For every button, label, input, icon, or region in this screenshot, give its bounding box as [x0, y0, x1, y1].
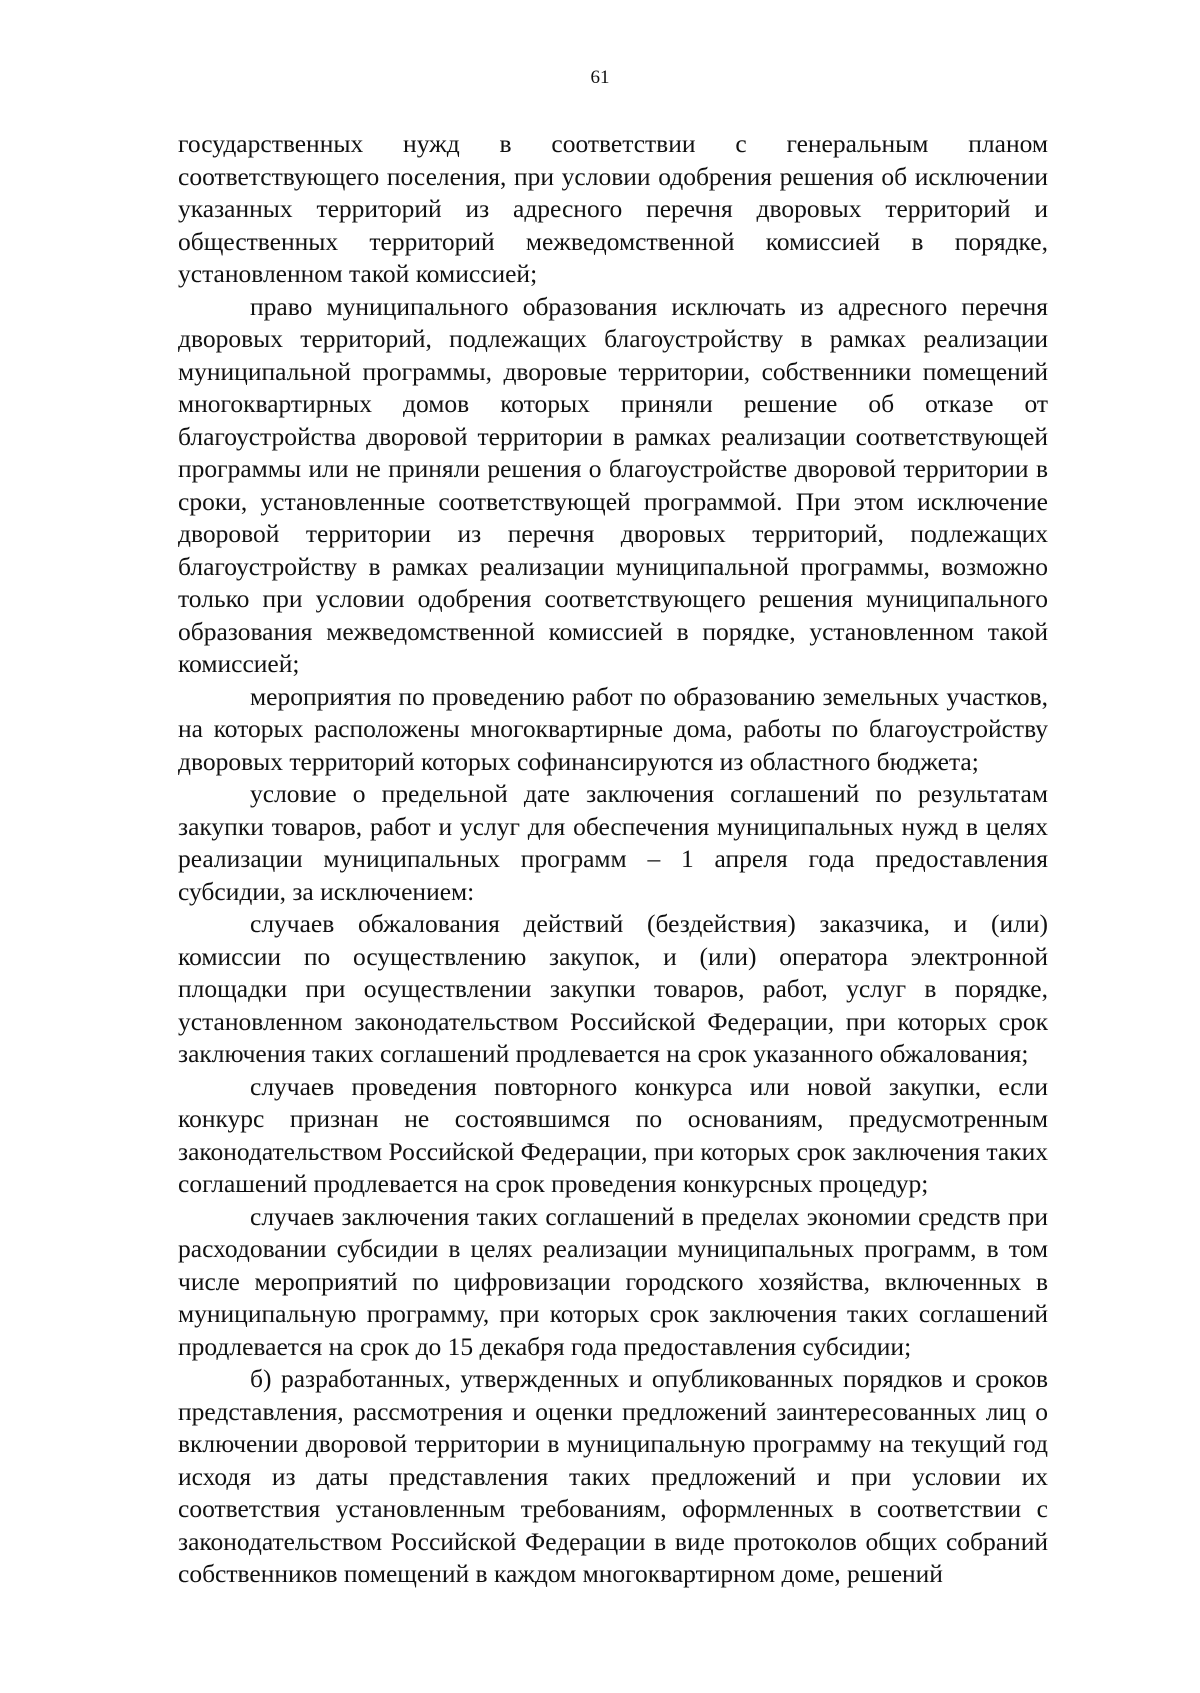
paragraph: мероприятия по проведению работ по образованию земельных участков, на которых расположены многоквартирные дома, работы по благоустройству дворовых территорий которых софинансируются из областного бюджета;	[178, 681, 1048, 776]
page-number: 61	[590, 67, 610, 88]
paragraph: б) разработанных, утвержденных и опубликованных порядков и сроков представления, рассмотрения и оценки предложений заинтересованных лиц о включении дворовой территории в муниципальную программу на текущий год исходя из даты представления таких предложений и при условии их соответствия установленным требованиям, оформленных в соответствии с законодательством Российской Федерации в виде протоколов общих собраний собственников помещений в каждом многоквартирном доме, решений	[178, 1364, 1048, 1588]
paragraph-continuation: государственных нужд в соответствии с генеральным планом соответствующего поселения, при условии одобрения решения об исключении указанных территорий из адресного перечня дворовых территорий и общественных территорий межведомственной комиссией в порядке, установленном такой комиссией;	[178, 129, 1048, 288]
paragraph: случаев обжалования действий (бездействия) заказчика, и (или) комиссии по осуществлению закупок, и (или) оператора электронной площадки при осуществлении закупки товаров, работ, услуг в порядке, установленном законодательством Российской Федерации, при которых срок заключения таких соглашений продлевается на срок указанного обжалования;	[178, 909, 1048, 1068]
document-body	[178, 128, 1048, 1591]
paragraph: право муниципального образования исключать из адресного перечня дворовых территорий, подлежащих благоустройству в рамках реализации муниципальной программы, дворовые территории, собственники помещений многоквартирных домов которых приняли решение об отказе от благоустройства дворовой территории в рамках реализации соответствующей программы или не приняли решения о благоустройстве дворовой территории в сроки, установленные соответствующей программой. При этом исключение дворовой территории из перечня дворовых территорий, подлежащих благоустройству в рамках реализации муниципальной программы, возможно только при условии одобрения соответствующего решения муниципального образования межведомственной комиссией в порядке, установленном такой комиссией;	[178, 291, 1048, 678]
paragraph: условие о предельной дате заключения соглашений по результатам закупки товаров, работ и услуг для обеспечения муниципальных нужд в целях реализации муниципальных программ – 1 апреля года предоставления субсидии, за исключением:	[178, 779, 1048, 906]
paragraph: случаев заключения таких соглашений в пределах экономии средств при расходовании субсидии в целях реализации муниципальных программ, в том числе мероприятий по цифровизации городского хозяйства, включенных в муниципальную программу, при которых срок заключения таких соглашений продлевается на срок до 15 декабря года предоставления субсидии;	[178, 1201, 1048, 1361]
paragraph: случаев проведения повторного конкурса или новой закупки, если конкурс признан не состоявшимся по основаниям, предусмотренным законодательством Российской Федерации, при которых срок заключения таких соглашений продлевается на срок проведения конкурсных процедур;	[178, 1071, 1048, 1198]
